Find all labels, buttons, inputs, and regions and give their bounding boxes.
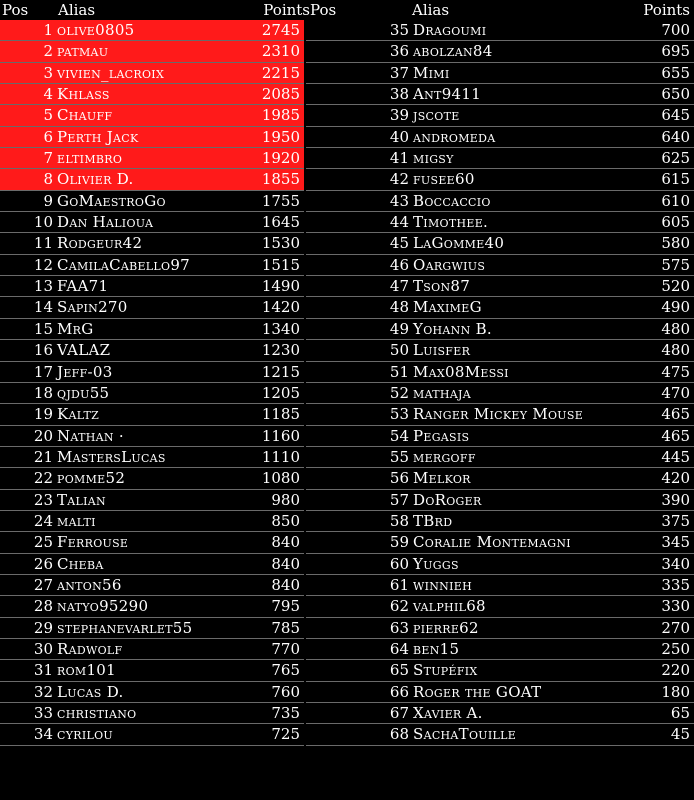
table-row bbox=[306, 319, 694, 340]
table-row bbox=[0, 468, 304, 489]
points-cell: 1855 bbox=[261, 170, 300, 189]
alias-cell: pomme52 bbox=[57, 469, 126, 488]
rank-cell: 39 bbox=[389, 106, 409, 125]
rank-cell: 21 bbox=[33, 447, 53, 466]
rank-cell: 5 bbox=[43, 106, 53, 125]
header-pos: Pos bbox=[2, 1, 29, 19]
alias-cell: abolzan84 bbox=[413, 42, 493, 61]
rank-cell: 24 bbox=[33, 511, 53, 530]
points-cell: 1755 bbox=[261, 191, 300, 210]
alias-cell: Radwolf bbox=[57, 639, 123, 658]
rank-cell: 55 bbox=[389, 447, 409, 466]
table-row bbox=[0, 490, 304, 511]
rank-cell: 57 bbox=[389, 490, 409, 509]
alias-cell: Kaltz bbox=[57, 405, 100, 424]
alias-cell: malti bbox=[57, 511, 96, 530]
rank-cell: 6 bbox=[43, 127, 53, 146]
points-cell: 1985 bbox=[261, 106, 300, 125]
rank-cell: 35 bbox=[389, 21, 409, 39]
table-row bbox=[306, 490, 694, 511]
points-cell: 2310 bbox=[261, 42, 300, 61]
table-row bbox=[0, 447, 304, 468]
alias-cell: cyrilou bbox=[57, 725, 113, 744]
alias-cell: qjdu55 bbox=[57, 383, 110, 402]
rank-cell: 54 bbox=[389, 426, 409, 445]
rank-cell: 41 bbox=[389, 149, 409, 168]
alias-cell: Olivier D. bbox=[57, 170, 134, 189]
points-cell: 1230 bbox=[261, 341, 300, 360]
table-row bbox=[0, 682, 304, 703]
rank-cell: 46 bbox=[389, 255, 409, 274]
table-row bbox=[306, 84, 694, 105]
rank-cell: 30 bbox=[33, 639, 53, 658]
points-cell: 785 bbox=[271, 618, 300, 637]
alias-cell: mergoff bbox=[413, 447, 476, 466]
points-cell: 840 bbox=[271, 575, 300, 594]
rank-cell: 9 bbox=[43, 191, 53, 210]
points-cell: 645 bbox=[661, 106, 690, 125]
table-row bbox=[0, 575, 304, 596]
rank-cell: 68 bbox=[389, 725, 409, 744]
points-cell: 1645 bbox=[261, 213, 300, 232]
table-row bbox=[0, 84, 304, 105]
alias-cell: Lucas D. bbox=[57, 682, 124, 701]
table-row bbox=[306, 63, 694, 84]
points-cell: 760 bbox=[271, 682, 300, 701]
points-cell: 465 bbox=[661, 426, 690, 445]
points-cell: 850 bbox=[271, 511, 300, 530]
points-cell: 1205 bbox=[261, 383, 300, 402]
column-header bbox=[0, 0, 310, 20]
alias-cell: Khlass bbox=[57, 85, 110, 104]
table-row bbox=[306, 297, 694, 318]
rank-cell: 45 bbox=[389, 234, 409, 253]
rank-cell: 37 bbox=[389, 63, 409, 82]
points-cell: 1490 bbox=[261, 277, 300, 296]
table-row bbox=[0, 404, 304, 425]
table-row bbox=[306, 618, 694, 639]
table-row bbox=[306, 233, 694, 254]
table-row bbox=[306, 703, 694, 724]
alias-cell: natyo95290 bbox=[57, 597, 149, 616]
table-row bbox=[306, 404, 694, 425]
points-cell: 480 bbox=[661, 341, 690, 360]
table-row bbox=[306, 575, 694, 596]
alias-cell: pierre62 bbox=[413, 618, 479, 637]
points-cell: 270 bbox=[661, 618, 690, 637]
alias-cell: MaximeG bbox=[413, 298, 482, 317]
points-cell: 840 bbox=[271, 533, 300, 552]
rank-cell: 64 bbox=[389, 639, 409, 658]
rank-cell: 4 bbox=[43, 85, 53, 104]
alias-cell: Luisfer bbox=[413, 341, 471, 360]
points-cell: 1080 bbox=[261, 469, 300, 488]
table-row bbox=[0, 233, 304, 254]
rank-cell: 20 bbox=[33, 426, 53, 445]
points-cell: 330 bbox=[661, 597, 690, 616]
rank-cell: 59 bbox=[389, 533, 409, 552]
points-cell: 45 bbox=[670, 725, 690, 744]
rank-cell: 66 bbox=[389, 682, 409, 701]
points-cell: 2085 bbox=[261, 85, 300, 104]
rank-cell: 29 bbox=[33, 618, 53, 637]
points-cell: 470 bbox=[661, 383, 690, 402]
rank-cell: 17 bbox=[33, 362, 53, 381]
points-cell: 795 bbox=[271, 597, 300, 616]
points-cell: 480 bbox=[661, 319, 690, 338]
alias-cell: Jeff-03 bbox=[57, 362, 113, 381]
rows-right bbox=[306, 20, 694, 746]
table-row bbox=[0, 340, 304, 361]
points-cell: 725 bbox=[271, 725, 300, 744]
rank-cell: 53 bbox=[389, 405, 409, 424]
points-cell: 180 bbox=[661, 682, 690, 701]
rank-cell: 40 bbox=[389, 127, 409, 146]
table-row bbox=[0, 297, 304, 318]
rank-cell: 52 bbox=[389, 383, 409, 402]
points-cell: 340 bbox=[661, 554, 690, 573]
alias-cell: winnieh bbox=[413, 575, 472, 594]
table-row bbox=[306, 532, 694, 553]
rank-cell: 67 bbox=[389, 704, 409, 722]
alias-cell: stephanevarlet55 bbox=[57, 618, 193, 637]
table-row bbox=[306, 554, 694, 575]
points-cell: 615 bbox=[661, 170, 690, 189]
rank-cell: 56 bbox=[389, 469, 409, 488]
points-cell: 375 bbox=[661, 511, 690, 530]
rank-cell: 16 bbox=[33, 341, 53, 360]
table-row bbox=[0, 618, 304, 639]
table-row bbox=[0, 511, 304, 532]
rank-cell: 15 bbox=[33, 319, 53, 338]
rank-cell: 43 bbox=[389, 191, 409, 210]
points-cell: 1920 bbox=[261, 149, 300, 168]
alias-cell: andromeda bbox=[413, 127, 496, 146]
rank-cell: 25 bbox=[33, 533, 53, 552]
points-cell: 335 bbox=[661, 575, 690, 594]
table-row bbox=[306, 20, 694, 41]
table-row bbox=[0, 212, 304, 233]
table-row bbox=[306, 148, 694, 169]
rank-cell: 42 bbox=[389, 170, 409, 189]
alias-cell: Dragoumi bbox=[413, 21, 487, 39]
table-row bbox=[306, 212, 694, 233]
rank-cell: 13 bbox=[33, 277, 53, 296]
table-row bbox=[306, 383, 694, 404]
header-alias: Alias bbox=[412, 1, 450, 19]
points-cell: 1340 bbox=[261, 319, 300, 338]
points-cell: 490 bbox=[661, 298, 690, 317]
alias-cell: jscote bbox=[413, 106, 460, 125]
alias-cell: Boccaccio bbox=[413, 191, 491, 210]
table-row bbox=[306, 105, 694, 126]
table-row bbox=[0, 191, 304, 212]
table-row bbox=[306, 340, 694, 361]
alias-cell: vivien_lacroix bbox=[57, 63, 165, 82]
points-cell: 695 bbox=[661, 42, 690, 61]
table-row bbox=[0, 319, 304, 340]
rank-cell: 1 bbox=[43, 21, 53, 39]
points-cell: 2745 bbox=[261, 21, 300, 39]
alias-cell: christiano bbox=[57, 704, 137, 722]
alias-cell: GoMaestroGo bbox=[57, 191, 166, 210]
table-row bbox=[306, 447, 694, 468]
points-cell: 575 bbox=[661, 255, 690, 274]
points-cell: 640 bbox=[661, 127, 690, 146]
points-cell: 840 bbox=[271, 554, 300, 573]
table-row bbox=[0, 426, 304, 447]
table-row bbox=[0, 362, 304, 383]
rank-cell: 10 bbox=[33, 213, 53, 232]
alias-cell: Tson87 bbox=[413, 277, 471, 296]
table-row bbox=[0, 596, 304, 617]
rank-cell: 23 bbox=[33, 490, 53, 509]
alias-cell: Perth Jack bbox=[57, 127, 139, 146]
rank-cell: 61 bbox=[389, 575, 409, 594]
alias-cell: valphil68 bbox=[413, 597, 486, 616]
alias-cell: Ant9411 bbox=[413, 85, 482, 104]
table-row bbox=[0, 169, 304, 190]
table-row bbox=[0, 127, 304, 148]
alias-cell: Mimi bbox=[413, 63, 450, 82]
rank-cell: 8 bbox=[43, 170, 53, 189]
alias-cell: Yuggs bbox=[413, 554, 459, 573]
points-cell: 465 bbox=[661, 405, 690, 424]
alias-cell: Sapin270 bbox=[57, 298, 128, 317]
points-cell: 1515 bbox=[261, 255, 300, 274]
header-points: Points bbox=[643, 1, 690, 19]
table-row bbox=[306, 362, 694, 383]
table-row bbox=[0, 41, 304, 62]
points-cell: 475 bbox=[661, 362, 690, 381]
points-cell: 735 bbox=[271, 704, 300, 722]
points-cell: 770 bbox=[271, 639, 300, 658]
rank-cell: 18 bbox=[33, 383, 53, 402]
table-row bbox=[0, 703, 304, 724]
alias-cell: Yohann B. bbox=[413, 319, 492, 338]
alias-cell: Dan Halioua bbox=[57, 213, 154, 232]
points-cell: 1950 bbox=[261, 127, 300, 146]
alias-cell: mathaja bbox=[413, 383, 471, 402]
alias-cell: Xavier A. bbox=[413, 704, 483, 722]
rank-cell: 11 bbox=[33, 234, 53, 253]
table-row bbox=[306, 41, 694, 62]
points-cell: 1185 bbox=[261, 405, 300, 424]
table-row bbox=[0, 148, 304, 169]
rank-cell: 28 bbox=[33, 597, 53, 616]
rank-cell: 62 bbox=[389, 597, 409, 616]
points-cell: 625 bbox=[661, 149, 690, 168]
table-row bbox=[0, 660, 304, 681]
rank-cell: 14 bbox=[33, 298, 53, 317]
table-row bbox=[0, 105, 304, 126]
leaderboard-column-right bbox=[306, 0, 694, 746]
table-row bbox=[0, 63, 304, 84]
alias-cell: Melkor bbox=[413, 469, 471, 488]
alias-cell: patmau bbox=[57, 42, 109, 61]
alias-cell: rom101 bbox=[57, 661, 116, 680]
alias-cell: olive0805 bbox=[57, 21, 135, 39]
alias-cell: Ranger Mickey Mouse bbox=[413, 405, 584, 424]
table-row bbox=[0, 724, 304, 745]
rank-cell: 44 bbox=[389, 213, 409, 232]
points-cell: 1420 bbox=[261, 298, 300, 317]
points-cell: 1110 bbox=[261, 447, 300, 466]
table-row bbox=[0, 554, 304, 575]
table-row bbox=[306, 169, 694, 190]
table-row bbox=[306, 468, 694, 489]
points-cell: 2215 bbox=[261, 63, 300, 82]
rank-cell: 7 bbox=[43, 149, 53, 168]
alias-cell: fusee60 bbox=[413, 170, 475, 189]
alias-cell: FAA71 bbox=[57, 277, 109, 296]
points-cell: 765 bbox=[271, 661, 300, 680]
rank-cell: 48 bbox=[389, 298, 409, 317]
alias-cell: migsy bbox=[413, 149, 454, 168]
rank-cell: 22 bbox=[33, 469, 53, 488]
rows-left bbox=[0, 20, 304, 746]
table-row bbox=[306, 682, 694, 703]
rank-cell: 38 bbox=[389, 85, 409, 104]
table-row bbox=[306, 596, 694, 617]
table-row bbox=[306, 191, 694, 212]
points-cell: 65 bbox=[670, 704, 690, 722]
alias-cell: Rodgeur42 bbox=[57, 234, 143, 253]
table-row bbox=[306, 724, 694, 745]
alias-cell: Coralie Montemagni bbox=[413, 533, 571, 552]
alias-cell: ben15 bbox=[413, 639, 460, 658]
rank-cell: 65 bbox=[389, 661, 409, 680]
points-cell: 610 bbox=[661, 191, 690, 210]
rank-cell: 51 bbox=[389, 362, 409, 381]
points-cell: 250 bbox=[661, 639, 690, 658]
table-row bbox=[0, 276, 304, 297]
alias-cell: Ferrouse bbox=[57, 533, 129, 552]
rank-cell: 32 bbox=[33, 682, 53, 701]
rank-cell: 36 bbox=[389, 42, 409, 61]
points-cell: 420 bbox=[661, 469, 690, 488]
alias-cell: eltimbro bbox=[57, 149, 123, 168]
points-cell: 345 bbox=[661, 533, 690, 552]
rank-cell: 33 bbox=[33, 704, 53, 722]
rank-cell: 63 bbox=[389, 618, 409, 637]
rank-cell: 2 bbox=[43, 42, 53, 61]
alias-cell: Chauff bbox=[57, 106, 113, 125]
alias-cell: CamilaCabello97 bbox=[57, 255, 191, 274]
alias-cell: TBrd bbox=[413, 511, 453, 530]
alias-cell: Stupéfix bbox=[413, 661, 478, 680]
rank-cell: 3 bbox=[43, 63, 53, 82]
rank-cell: 19 bbox=[33, 405, 53, 424]
points-cell: 980 bbox=[271, 490, 300, 509]
alias-cell: Cheba bbox=[57, 554, 104, 573]
header-pos: Pos bbox=[310, 1, 337, 19]
alias-cell: LaGomme40 bbox=[413, 234, 505, 253]
alias-cell: SachaTouille bbox=[413, 725, 517, 744]
column-header bbox=[306, 0, 694, 20]
table-row bbox=[306, 511, 694, 532]
points-cell: 390 bbox=[661, 490, 690, 509]
rank-cell: 58 bbox=[389, 511, 409, 530]
points-cell: 700 bbox=[661, 21, 690, 39]
alias-cell: Roger the GOAT bbox=[413, 682, 542, 701]
rank-cell: 12 bbox=[33, 255, 53, 274]
table-row bbox=[306, 660, 694, 681]
header-points: Points bbox=[263, 1, 310, 19]
rank-cell: 47 bbox=[389, 277, 409, 296]
points-cell: 605 bbox=[661, 213, 690, 232]
alias-cell: Pegasis bbox=[413, 426, 470, 445]
alias-cell: Max08Messi bbox=[413, 362, 509, 381]
table-row bbox=[0, 639, 304, 660]
table-row bbox=[306, 255, 694, 276]
rank-cell: 26 bbox=[33, 554, 53, 573]
points-cell: 650 bbox=[661, 85, 690, 104]
table-row bbox=[0, 255, 304, 276]
points-cell: 520 bbox=[661, 277, 690, 296]
alias-cell: MrG bbox=[57, 319, 94, 338]
rank-cell: 34 bbox=[33, 725, 53, 744]
alias-cell: VALAZ bbox=[57, 341, 111, 360]
alias-cell: Oargwius bbox=[413, 255, 486, 274]
table-row bbox=[0, 383, 304, 404]
table-row bbox=[306, 426, 694, 447]
table-row bbox=[0, 532, 304, 553]
points-cell: 655 bbox=[661, 63, 690, 82]
table-row bbox=[306, 639, 694, 660]
points-cell: 1160 bbox=[261, 426, 300, 445]
header-alias: Alias bbox=[58, 1, 96, 19]
rank-cell: 31 bbox=[33, 661, 53, 680]
points-cell: 1530 bbox=[261, 234, 300, 253]
rank-cell: 49 bbox=[389, 319, 409, 338]
points-cell: 580 bbox=[661, 234, 690, 253]
alias-cell: DoRoger bbox=[413, 490, 482, 509]
table-row bbox=[306, 127, 694, 148]
points-cell: 1215 bbox=[261, 362, 300, 381]
alias-cell: Nathan · bbox=[57, 426, 124, 445]
rank-cell: 60 bbox=[389, 554, 409, 573]
alias-cell: anton56 bbox=[57, 575, 122, 594]
table-row bbox=[306, 276, 694, 297]
points-cell: 220 bbox=[661, 661, 690, 680]
rank-cell: 50 bbox=[389, 341, 409, 360]
alias-cell: Talian bbox=[57, 490, 106, 509]
table-row bbox=[0, 20, 304, 41]
alias-cell: MastersLucas bbox=[57, 447, 166, 466]
leaderboard-column-left bbox=[0, 0, 310, 746]
alias-cell: Timothee. bbox=[413, 213, 489, 232]
points-cell: 445 bbox=[661, 447, 690, 466]
rank-cell: 27 bbox=[33, 575, 53, 594]
